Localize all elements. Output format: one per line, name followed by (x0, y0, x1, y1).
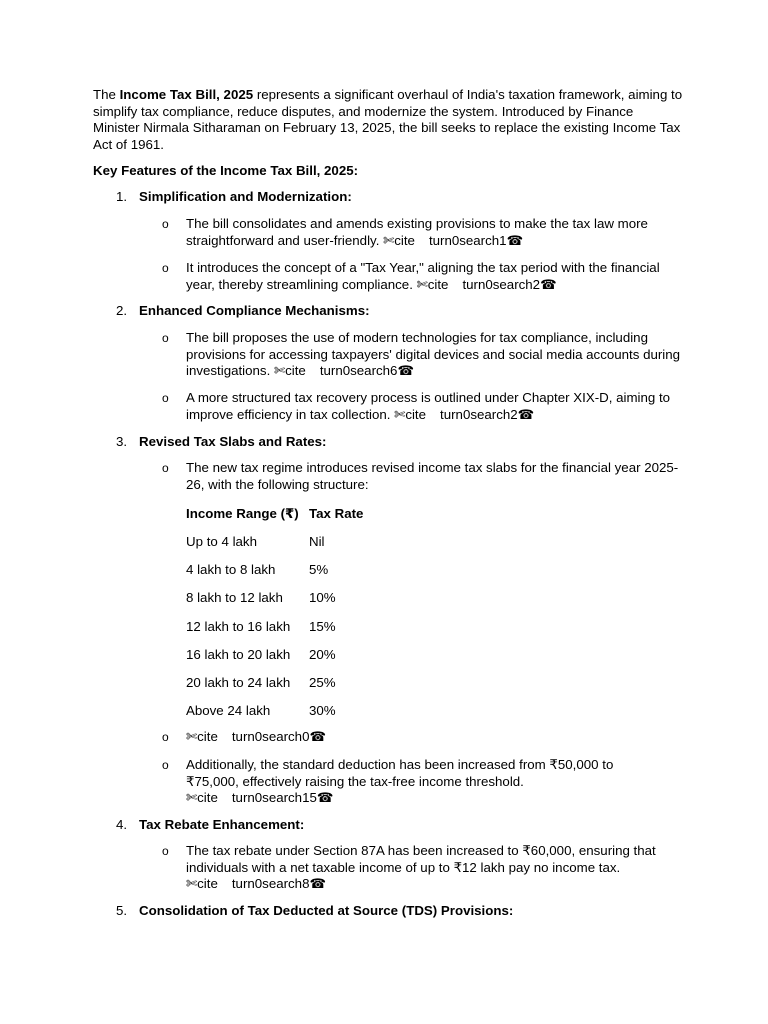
section-1-number: 1. (116, 189, 128, 204)
income-range-cell: 20 lakh to 24 lakh (186, 674, 291, 690)
list-item-text: It introduces the concept of a "Tax Year," aligning the tax period with the financial year, thereby streamlining compliance. (186, 260, 660, 292)
scissors-icon: ✄ (186, 790, 198, 805)
list-item (186, 260, 686, 293)
phone-icon: ☎ (316, 790, 334, 805)
section-5-title: Consolidation of Tax Deducted at Source (TDS) Provisions: (139, 903, 514, 918)
section-5-number: 5. (116, 903, 128, 918)
cite-label: cite (405, 406, 427, 422)
citation-ref: turn0search2 (440, 406, 518, 422)
column-header-income-range: Income Range (₹) (186, 505, 299, 521)
table-row (183, 669, 366, 697)
income-range-cell: 8 lakh to 12 lakh (186, 590, 283, 606)
bullet-icon: o (162, 758, 169, 772)
list-item (186, 843, 686, 893)
list-item (186, 330, 686, 380)
tax-rate-cell: 5% (309, 562, 329, 578)
bullet-icon: o (162, 844, 169, 858)
cite-label: cite (197, 729, 218, 744)
list-item-text: A more structured tax recovery process is outlined under Chapter XIX-D, aiming to improve efficiency in tax collection. (186, 390, 671, 422)
cite-label: cite (197, 876, 218, 891)
scissors-icon: ✄ (273, 363, 286, 378)
table-row (183, 528, 366, 556)
list-item (186, 729, 686, 746)
section-4-number: 4. (116, 817, 128, 832)
bullet-icon: o (162, 261, 169, 275)
cite-label: cite (285, 363, 306, 378)
income-range-cell: Up to 4 lakh (186, 534, 257, 550)
table-row (183, 641, 366, 669)
citation-ref: turn0search6 (319, 363, 398, 378)
scissors-icon: ✄ (383, 232, 395, 248)
tax-rate-cell: 20% (309, 646, 336, 662)
phone-icon: ☎ (309, 729, 327, 744)
citation[interactable] (186, 790, 333, 805)
list-item-text: The bill proposes the use of modern technologies for tax compliance, including provisions for accessing taxpayers' digital devices and social media accounts during investigations. (186, 330, 681, 378)
phone-icon: ☎ (517, 406, 535, 422)
intro-prefix: The (93, 87, 120, 102)
income-range-cell: 4 lakh to 8 lakh (186, 562, 276, 578)
table-row (183, 613, 366, 641)
tax-slab-table (183, 500, 366, 726)
table-row (183, 697, 366, 725)
scissors-icon: ✄ (186, 876, 198, 891)
bullet-icon: o (162, 461, 169, 475)
list-item: The new tax regime introduces revised income tax slabs for the financial year 2025-26, with the following structure: (186, 460, 679, 492)
citation-ref: turn0search0 (231, 729, 310, 744)
list-item (186, 390, 686, 423)
cite-label: cite (427, 276, 449, 292)
income-range-cell: 16 lakh to 20 lakh (186, 646, 291, 662)
table-row (183, 585, 366, 613)
tax-rate-cell: 30% (309, 703, 336, 719)
citation[interactable] (383, 233, 523, 248)
key-features-heading: Key Features of the Income Tax Bill, 2025: (93, 163, 359, 178)
section-4-title: Tax Rebate Enhancement: (139, 817, 305, 832)
section-3-title: Revised Tax Slabs and Rates: (139, 434, 327, 449)
list-item (186, 757, 656, 807)
tax-rate-cell: Nil (309, 534, 325, 550)
citation-ref: turn0search15 (231, 790, 317, 805)
citation[interactable] (417, 277, 557, 292)
phone-icon: ☎ (309, 876, 327, 891)
table-header-row (183, 500, 366, 528)
intro-text: represents a significant overhaul of India's taxation framework, aiming to simplify tax compliance, reduce disputes, and modernize the system. Introduced by Finance Minister Nirmala Sitharaman on February 13, 2025, the bill seeks to replace the existing Income Tax Act of 1961. (93, 87, 683, 152)
scissors-icon: ✄ (394, 406, 406, 422)
income-range-cell: 12 lakh to 16 lakh (186, 618, 291, 634)
phone-icon: ☎ (506, 232, 524, 248)
tax-rate-cell: 25% (309, 674, 336, 690)
section-3-number: 3. (116, 434, 128, 449)
section-1-title: Simplification and Modernization: (139, 189, 352, 204)
bullet-icon: o (162, 391, 169, 405)
list-item-text: Additionally, the standard deduction has been increased from ₹50,000 to ₹75,000, effectively raising the tax-free income threshold. (186, 757, 614, 789)
list-item-text: The tax rebate under Section 87A has been increased to ₹60,000, ensuring that individuals with a net taxable income of up to ₹12 lakh pay no income tax. (186, 843, 656, 875)
citation[interactable] (274, 363, 414, 378)
tax-rate-cell: 10% (309, 590, 336, 606)
bullet-icon: o (162, 217, 169, 231)
tax-rate-cell: 15% (309, 618, 336, 634)
intro-paragraph (93, 87, 683, 153)
phone-icon: ☎ (397, 363, 415, 378)
scissors-icon: ✄ (416, 276, 428, 292)
section-2-number: 2. (116, 303, 128, 318)
citation-ref: turn0search1 (428, 232, 507, 248)
citation[interactable] (186, 876, 326, 891)
scissors-icon: ✄ (186, 729, 198, 744)
bullet-icon: o (162, 730, 169, 744)
column-header-tax-rate: Tax Rate (309, 505, 364, 521)
citation-ref: turn0search2 (462, 276, 541, 292)
list-item (186, 216, 686, 249)
section-2-title: Enhanced Compliance Mechanisms: (139, 303, 370, 318)
table-row (183, 556, 366, 584)
citation[interactable] (394, 407, 534, 422)
citation-ref: turn0search8 (231, 876, 310, 891)
cite-label: cite (394, 232, 415, 248)
list-item-text: The bill consolidates and amends existing provisions to make the tax law more straightforward and user-friendly. (186, 216, 648, 248)
bill-name: Income Tax Bill, 2025 (119, 87, 254, 102)
income-range-cell: Above 24 lakh (186, 703, 271, 719)
phone-icon: ☎ (540, 276, 557, 292)
cite-label: cite (197, 790, 218, 805)
citation[interactable] (186, 729, 326, 744)
bullet-icon: o (162, 331, 169, 345)
